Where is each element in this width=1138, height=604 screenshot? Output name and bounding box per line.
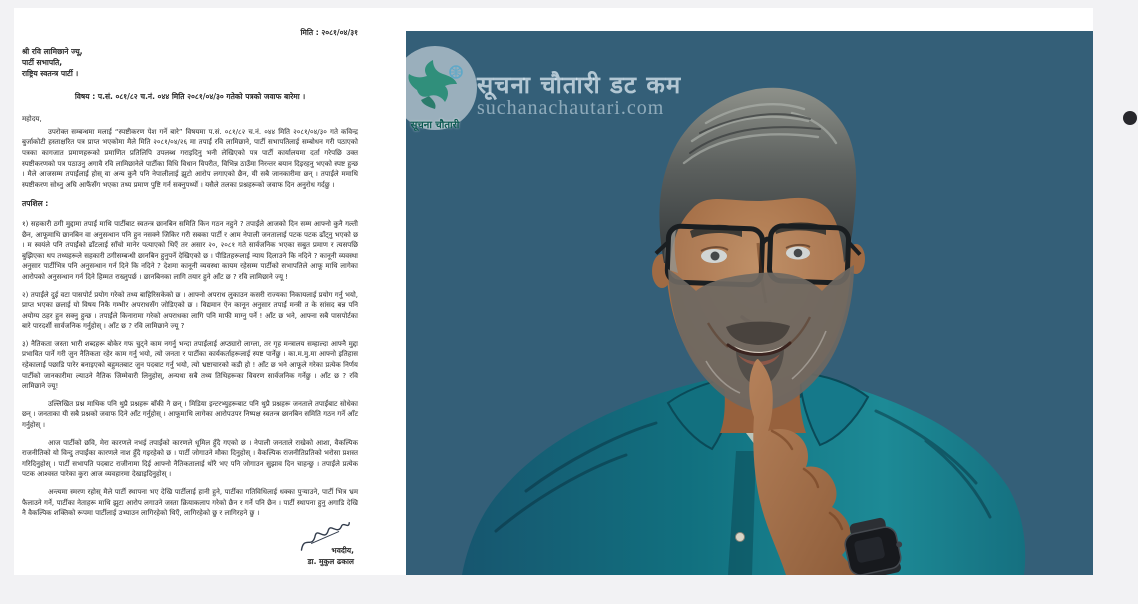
closing-paragraph-1: उल्लिखित प्रश्न माथिक पनि थुप्रै प्रश्नहरू बाँकी नै छन् । मिडिया इन्टरभ्युहरूबाट पनि थुप्रै प्रश्नहरू जनताले तपाईंबाट सोधेका छन् । जनताका यी सबै प्रश्नको जवाफ दिने आँट गर्नुहोस् । आफूमाथि लागेका आरोपउपर निष्पक्ष स्वतन्त्र छानबिन समिति गठन गर्ने आँट गर्नुहोस् । (22, 399, 358, 430)
addressee-title: पार्टी सभापति, (22, 57, 63, 67)
point-2: २) तपाईंले दुई वटा पासपोर्ट प्रयोग गरेको तथ्य बाहिरिसकेको छ । आफ्नो अपराध लुकाउन कसरी राज्यका निकायलाई प्रयोग गर्नु भयो, प्राप्त भएका छलाई यो विषय निकै गम्भीर अपराधसँग जोडिएको छ । विद्यमान ऐन कानून अनुसार तपाईं मन्त्री त के सांसद बन्न पनि अयोग्य ठहर हुन सक्नु हुन्छ । तपाईंले किनारामा गरेको अपराधका लागि पनि माफी माग्नु पर्ने ! आँट छ भने, आफ्ना सबै पासपोर्टका बारे पारदर्शी सार्वजनिक गर्नुहोस् । आँट छ ? रवि लामिछाने ज्यू ? (22, 290, 358, 331)
signatory-name: डा. मुकुल ढकाल (307, 556, 354, 566)
closing-paragraph-2: आज पार्टीको छवि, मेरा कारणले नभई तपाईंको कारणले धूमिल हुँदै गएको छ । नेपाली जनताले राखेको आशा, वैकल्पिक राजनीतिको यो विन्दु तपाईंका कारणले नाश हुँदै गइरहेको छ । पार्टी जोगाउने मौका दिनुहोस् । वैकल्पिक राजनीतिप्रतिको भरोसा प्रशस्त गरिदिनुहोस् । पार्टी सभापति पदबाट राजीनामा दिई आफ्नो नैतिकतालाई थोरै भए पनि जोगाउन सुझाव दिन चाहन्छु । तपाईंले प्रत्येक पटक आश्वस्त पारेका कुरा आज व्यवहारमा देखाइदिनुहोस् । (22, 438, 358, 479)
letter-body (20, 8, 360, 575)
cropped-circle-element (1123, 111, 1137, 125)
signoff: भवदीय, (331, 545, 354, 555)
signature-block (22, 526, 358, 567)
addressee-name: श्री रवि लामिछाने ज्यू, (22, 46, 83, 56)
watermark-domain: suchanachautari.com (477, 97, 665, 119)
subject-line: विषय : प.सं. ०८१/८२ च.नं. ०४४ मिति २०८१/०४/३० गतेको पत्रको जवाफ बारेमा । (74, 91, 306, 101)
point-1: १) सहकारी ठगी मुद्दामा तपाईं माथि पार्टीबाट स्वतन्त्र छानबिन समिति किन गठन नहुने ? तपाईंले आजको दिन सम्म आफ्नो कुनै गल्ती छैन, आफूमाथि छानबिन वा अनुसन्धान पनि हुन नसक्ने जिकिर गरी सबका पार्टी र आम नेपाली जनतालाई पटक पटक ढाँट्नु भएको छ । म स्वयंले पनि तपाईंको ढाँटलाई साँचो मानेर पत्याएको थिएँ तर असार २०, २०८१ गते सार्वजनिक भएका सबुत प्रमाण र त्यसपछि बुझिएका थप तथ्यहरूले सहकारी ठगीसम्बन्धी छानबिन हुनुपर्ने देखिएको छ । पीडितहरूलाई न्याय दिलाउने कि नदिने ? कानूनी व्यवस्था अनुसार पार्टीभित्र पनि अनुसन्धान गर्न दिने कि नदिने ? देशमा कानूनी व्यवस्था कायम रहेसम्म पार्टीको सभापतिले आफू माथि लागेका आरोपको अनुसन्धान गर्न दिने हिम्मत राख्नुपर्छ । छानबिनका लागि तयार हुने आँट छ ? रवि लामिछाने ज्यू ! (22, 219, 358, 281)
watermark-title: सूचना चौतारी डट कम (477, 71, 682, 99)
letter-date: मिति : २०८१/०४/३१ (300, 28, 358, 37)
tapasil-heading: तपशिल : (22, 199, 49, 209)
closing-paragraph-3: अन्त्यमा स्मरण रहोस् मैले पार्टी स्थापना भए देखि पार्टीलाई हानी हुने, पार्टीका गतिविधिलाई धक्का पुऱ्याउने, पार्टी भित्र भ्रम फैलाउने गर्ने, पार्टीका नेताहरू माथि झुटा आरोप लगाउने जस्ता क्रियाकलाप गरेको छैन र गर्ने पनि छैन । पार्टी स्थापना हुनु अगाडि देखि नै वैकल्पिक शक्तिको रूपमा पार्टीलाई उभ्याउन लागिरहेको थिएँ, लागिरहेको छु र लागिरहने छु । (22, 488, 358, 518)
dove-icon (403, 56, 467, 112)
logo-caption: सूचना चौतारी (410, 120, 460, 131)
salutation: महोदय, (22, 115, 42, 124)
opening-paragraph: उपरोक्त सम्बन्धमा मलाई “स्पष्टीकरण पेश गर्ने बारे” विषयमा प.सं. ०८१/८२ च.नं. ०४४ मिति २०८१/०४/३० गते कविन्द्र बुर्जाकोटी हस्ताक्षरित पत्र प्राप्त भएकोमा मैले मिति २०८१/०४/२६ मा तपाईं रवि लामिछाने, पार्टी सभापतिलाई सम्बोधन गरी पठाएको पत्रका कागजात प्रमाणहरूको प्रमाणित प्रतिलिपि उपलब्ध गराइदिनु भनी लेखिएको पत्र पार्टी कार्यालयमा दर्ता गरेपछि उक्त स्पष्टीकरणको पत्र पठाउनु अगावै रवि लामिछानेले पार्टीका विधि विधान विपरीत, विभिन्न ठाउँमा निरन्तर बयान दिइरहनु भएको स्पष्ट हुन्छ । मैले आजसम्म तपाईंलाई होस् वा अन्य कुनै पनि नेपालीलाई झुटो आरोप लगाएको छैन, यी सबै जानकारीमा छन् । तपाईंले ममाथि स्पष्टीकरण सोध्नु अघि आफैंसँग भएका तथ्य प्रमाण पुष्टि गर्न सक्नुपर्थ्यो । यसैले तलका प्रश्नहरूको जवाफ दिन अनुरोध गर्दछु । (22, 127, 358, 189)
shirt-button (736, 533, 745, 542)
point-3: ३) नैतिकता जस्ता भारी शब्दहरू बोकेर गफ चुट्ने काम नगर्नु भन्दा तपाईंलाई अप्ठ्यारो लाग्ला, तर गृह मन्त्रालय सम्हाल्दा आफ्नै मुद्दा प्रभावित पार्ने गरी जुन नैतिकता रहेर काम गर्नु भयो, त्यो जनता र पार्टीका कार्यकर्ताहरूलाई स्पष्ट पार्नेछु । का.म.मु.मा आफ्नो इतिहास रहेकालाई पछाडि पारेर बनाइएको बहुमतबाट जुन पदबाट गर्नु भयो, त्यो भ्रष्टाचारको कडी हो ! आँट छ भने आफूले गरेका प्रत्येक निर्णय पार्टीको जानकारीमा ल्याउने नैतिक जिम्मेवारी लिनुहोस्, अन्यथा सबै तथ्य तिथिहरूका विवरण सार्वजनिक गर्नेछु । आँट छ ? रवि लामिछाने ज्यू! (22, 339, 358, 391)
addressee-party: राष्ट्रिय स्वतन्त्र पार्टी । (22, 68, 79, 78)
